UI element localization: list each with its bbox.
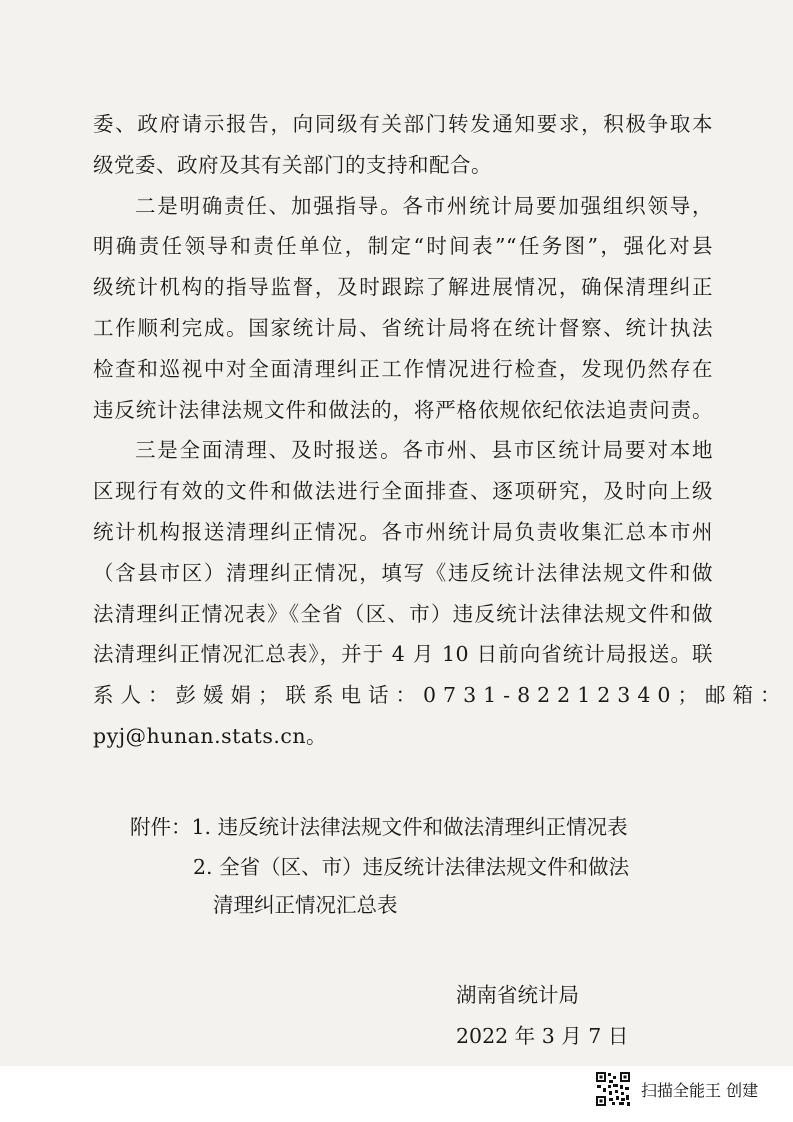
attachment-title: 1. 违反统计法律法规文件和做法清理纠正情况表 bbox=[191, 815, 628, 839]
scanner-brand-label: 扫描全能王 创建 bbox=[641, 1081, 759, 1100]
attachment-item-2 bbox=[193, 848, 793, 886]
text-line: 二是明确责任、加强指导。各市州统计局要加强组织领导， bbox=[135, 193, 713, 218]
attachment-title: 清理纠正情况汇总表 bbox=[213, 893, 398, 917]
attachment-item-1 bbox=[130, 808, 730, 846]
text-line: （含县市区）清理纠正情况，填写《违反统计法律法规文件和做 bbox=[93, 560, 713, 585]
text-line: 级党委、政府及其有关部门的支持和配合。 bbox=[93, 152, 492, 177]
text-line: 委、政府请示报告，向同级有关部门转发通知要求，积极争取本 bbox=[93, 112, 713, 136]
qr-code-icon bbox=[595, 1071, 631, 1107]
attachments-label: 附件： bbox=[130, 815, 192, 839]
text-line: 法清理纠正情况汇总表》，并于 4 月 10 日前向省统计局报送。联 bbox=[93, 642, 713, 667]
signature-organization: 湖南省统计局 bbox=[456, 983, 579, 1007]
attachments-list bbox=[130, 808, 730, 846]
text-line: 统计机构报送清理纠正情况。各市州统计局负责收集汇总本市州 bbox=[93, 519, 713, 544]
text-line: 违反统计法律法规文件和做法的，将严格依规依纪依法追责问责。 bbox=[93, 397, 713, 422]
text-line: 工作顺利完成。国家统计局、省统计局将在统计督察、统计执法 bbox=[93, 315, 713, 340]
text-line: 三是全面清理、及时报送。各市州、县市区统计局要对本地 bbox=[135, 438, 713, 463]
text-line: 检查和巡视中对全面清理纠正工作情况进行检查，发现仍然存在 bbox=[93, 356, 713, 381]
attachment-item-2-continued bbox=[213, 886, 793, 924]
text-line: 明确责任领导和责任单位，制定“时间表”“任务图”，强化对县 bbox=[93, 234, 713, 259]
signature-date: 2022 年 3 月 7 日 bbox=[456, 1024, 629, 1048]
body-text bbox=[93, 104, 788, 757]
text-line: 区现行有效的文件和做法进行全面排查、逐项研究，及时向上级 bbox=[93, 479, 713, 504]
text-line: 级统计机构的指导监督，及时跟踪了解进展情况，确保清理纠正 bbox=[93, 275, 713, 300]
text-line: 法清理纠正情况表》《全省（区、市）违反统计法律法规文件和做 bbox=[93, 601, 713, 626]
attachment-title: 2. 全省（区、市）违反统计法律法规文件和做法 bbox=[193, 855, 630, 879]
text-line: 系人：彭媛娟；联系电话：0731-82212340；邮箱： bbox=[93, 683, 788, 708]
email-address: pyj@hunan.stats.cn。 bbox=[93, 723, 328, 748]
